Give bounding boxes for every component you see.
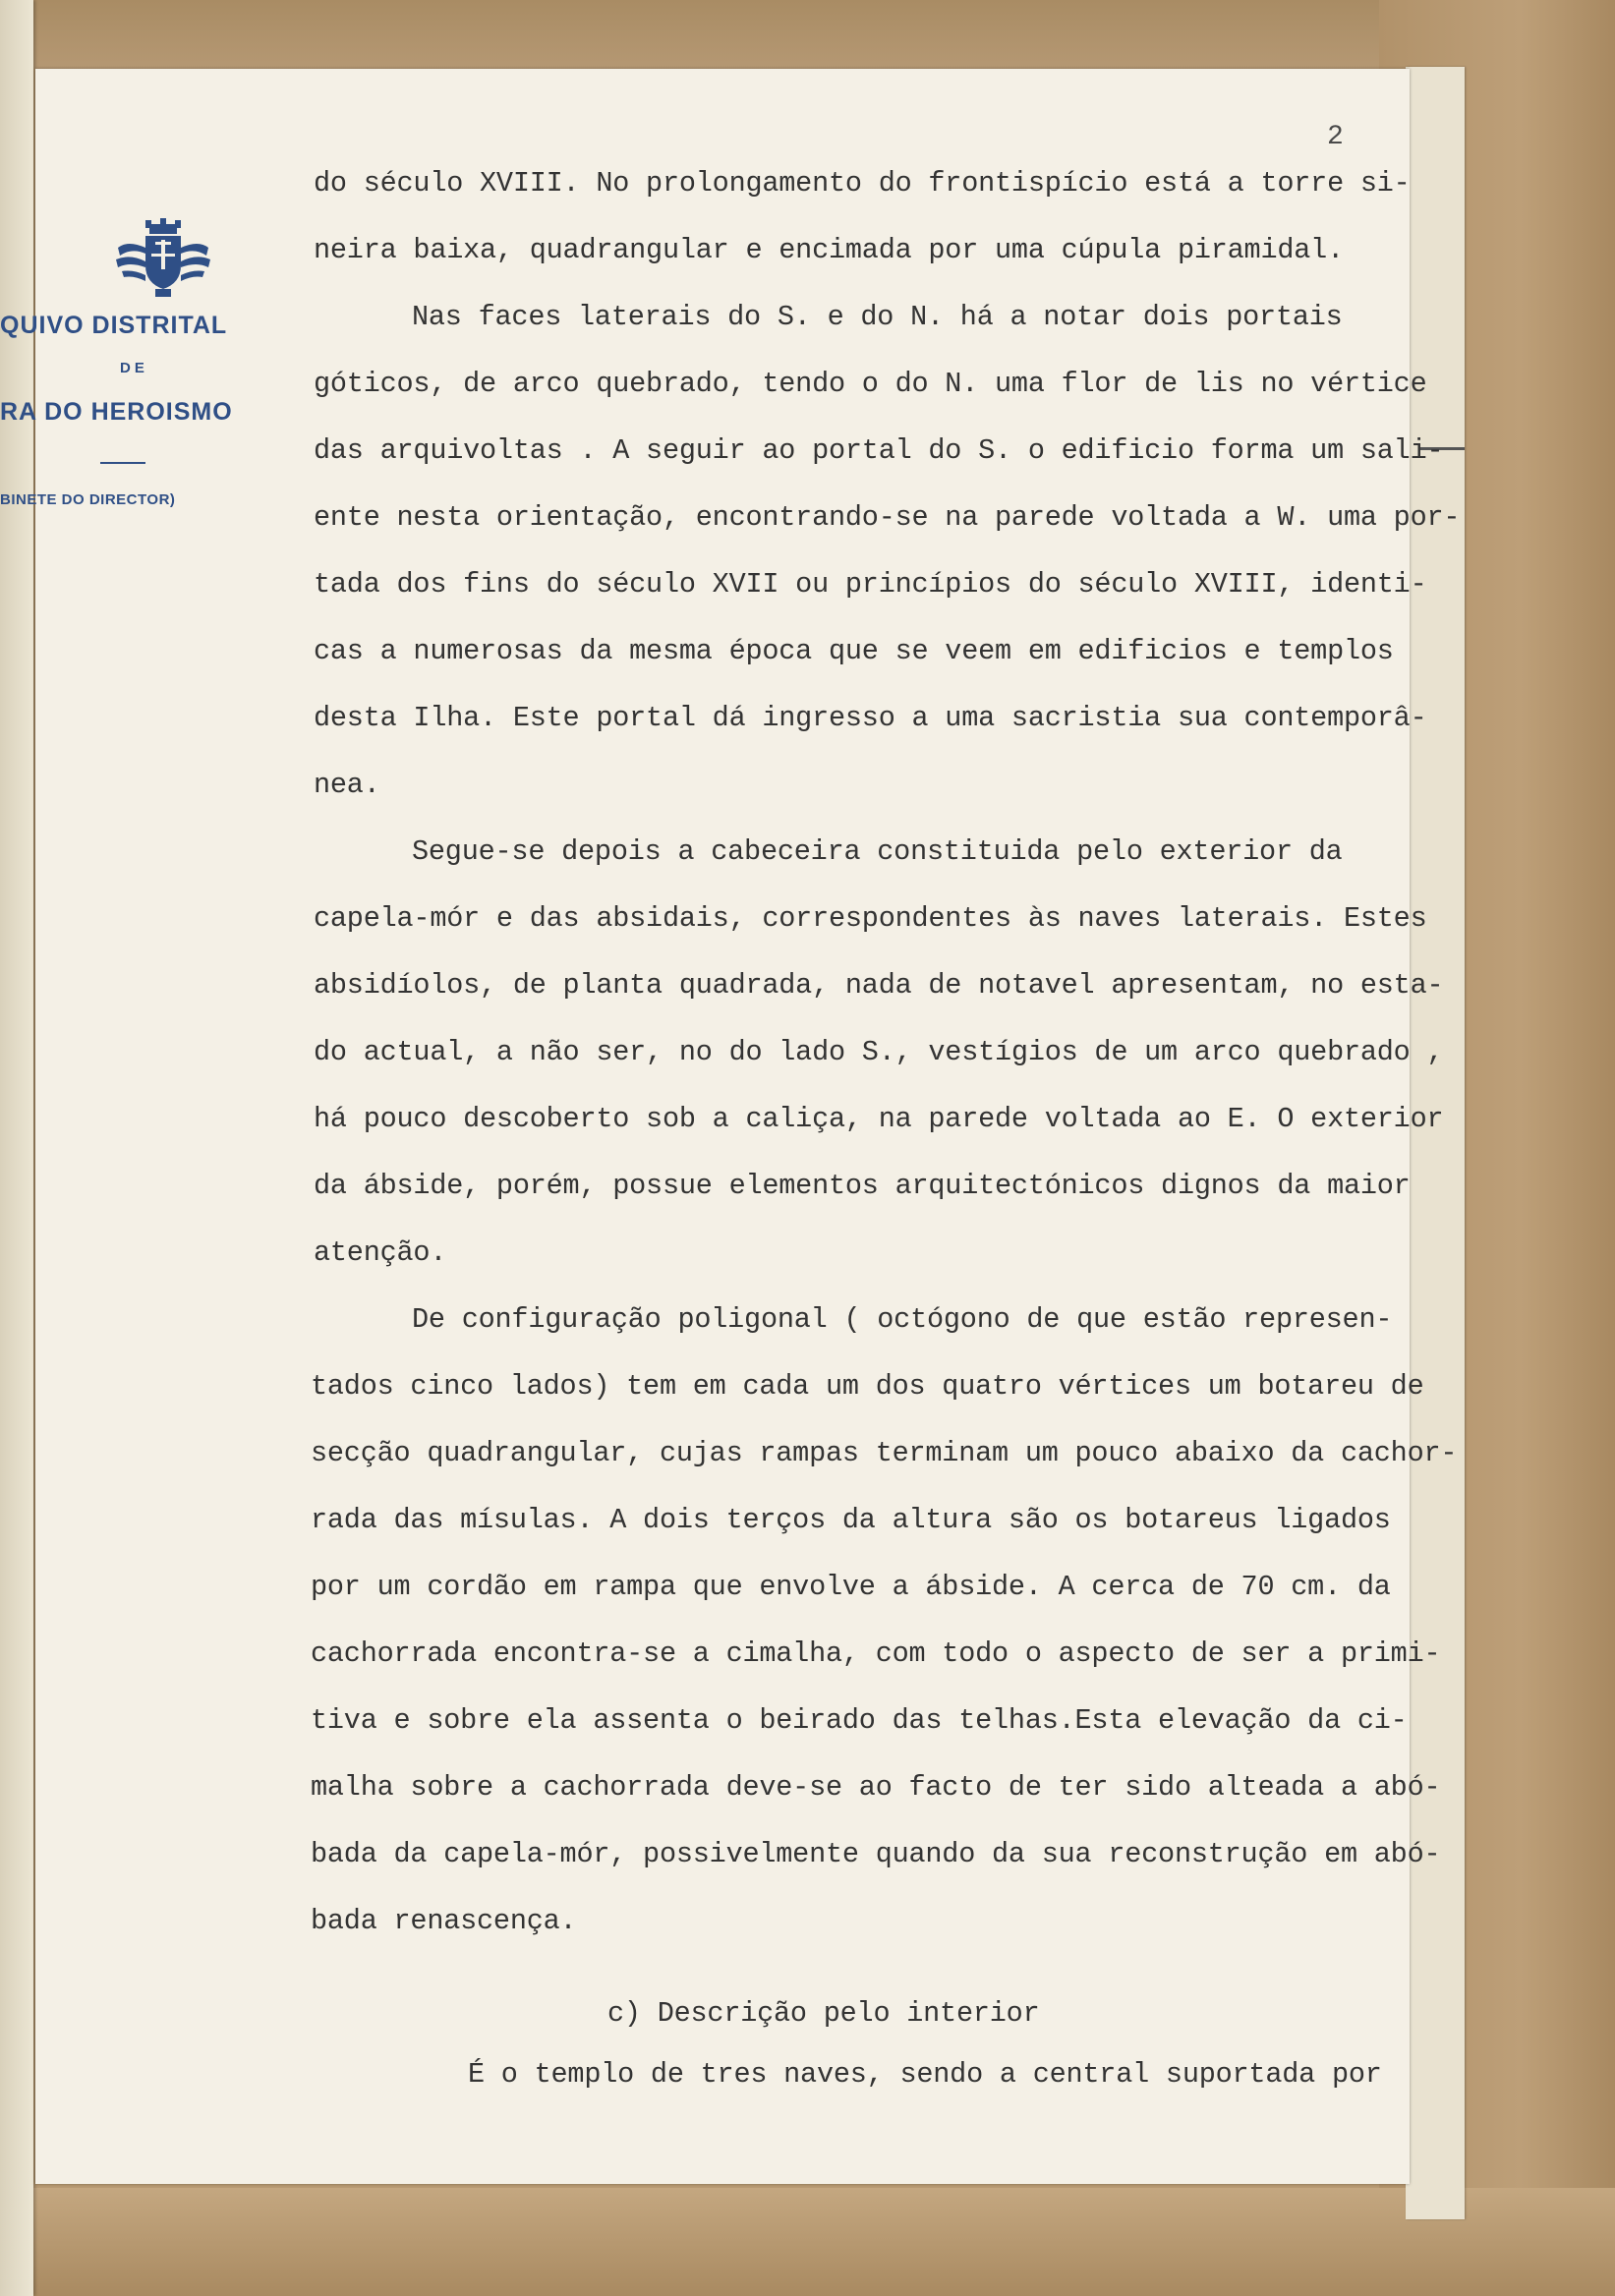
page-number: 2: [1327, 122, 1344, 152]
letterhead-office: BINETE DO DIRECTOR): [0, 491, 176, 508]
body-line: secção quadrangular, cujas rampas terminam um pouco abaixo da cachor-: [311, 1437, 1458, 1469]
body-line: Segue-se depois a cabeceira constituida pelo exterior da: [412, 835, 1343, 868]
letterhead-divider: [100, 462, 145, 464]
body-line: cachorrada encontra-se a cimalha, com todo o aspecto de ser a primi-: [311, 1637, 1441, 1670]
folder-top: [0, 0, 1615, 69]
body-line: cas a numerosas da mesma época que se veem em edificios e templos: [314, 635, 1394, 667]
body-line: nea.: [314, 769, 380, 801]
letterhead-archive-name: QUIVO DISTRITAL: [0, 312, 228, 339]
folder-bottom: [0, 2188, 1615, 2296]
body-line: De configuração poligonal ( octógono de que estão represen-: [412, 1303, 1393, 1336]
body-line: tada dos fins do século XVII ou princípios do século XVIII, identi-: [314, 568, 1427, 601]
body-line: por um cordão em rampa que envolve a ábside. A cerca de 70 cm. da: [311, 1571, 1391, 1603]
body-line: bada renascença.: [311, 1905, 577, 1937]
body-line: do actual, a não ser, no do lado S., vestígios de um arco quebrado ,: [314, 1036, 1444, 1068]
body-line: rada das mísulas. A dois terços da altura são os botareus ligados: [311, 1504, 1391, 1536]
body-line: desta Ilha. Este portal dá ingresso a uma sacristia sua contemporâ-: [314, 702, 1427, 734]
body-line: atenção.: [314, 1236, 447, 1269]
body-line: Nas faces laterais do S. e do N. há a notar dois portais: [412, 301, 1343, 333]
body-line: das arquivoltas . A seguir ao portal do S. o edificio forma um sali-: [314, 434, 1444, 467]
body-line: capela-mór e das absidais, correspondentes às naves laterais. Estes: [314, 902, 1427, 935]
body-line: góticos, de arco quebrado, tendo o do N. uma flor de lis no vértice: [314, 368, 1427, 400]
body-line: absidíolos, de planta quadrada, nada de notavel apresentam, no esta-: [314, 969, 1444, 1002]
letterhead-city: RA DO HEROISMO: [0, 398, 233, 426]
body-line: do século XVIII. No prolongamento do frontispício está a torre si-: [314, 167, 1411, 200]
body-line: É o templo de tres naves, sendo a central suportada por: [468, 2058, 1382, 2091]
body-line: bada da capela-mór, possivelmente quando da sua reconstrução em abó-: [311, 1838, 1441, 1870]
coat-of-arms-icon: [116, 218, 210, 301]
letterhead-preposition: DE: [120, 360, 148, 376]
body-line: tiva e sobre ela assenta o beirado das telhas.Esta elevação da ci-: [311, 1704, 1408, 1737]
body-line: ente nesta orientação, encontrando-se na parede voltada a W. uma por-: [314, 501, 1461, 534]
letterhead: [0, 147, 256, 541]
document-page: [0, 69, 1461, 2184]
body-line: malha sobre a cachorrada deve-se ao facto de ter sido alteada a abó-: [311, 1771, 1441, 1804]
section-heading: c) Descrição pelo interior: [607, 1997, 1040, 2030]
body-line: tados cinco lados) tem em cada um dos quatro vértices um botareu de: [311, 1370, 1424, 1403]
body-line: há pouco descoberto sob a caliça, na parede voltada ao E. O exterior: [314, 1103, 1444, 1135]
body-line: neira baixa, quadrangular e encimada por uma cúpula piramidal.: [314, 234, 1344, 266]
body-line: da ábside, porém, possue elementos arquitectónicos dignos da maior: [314, 1170, 1411, 1202]
